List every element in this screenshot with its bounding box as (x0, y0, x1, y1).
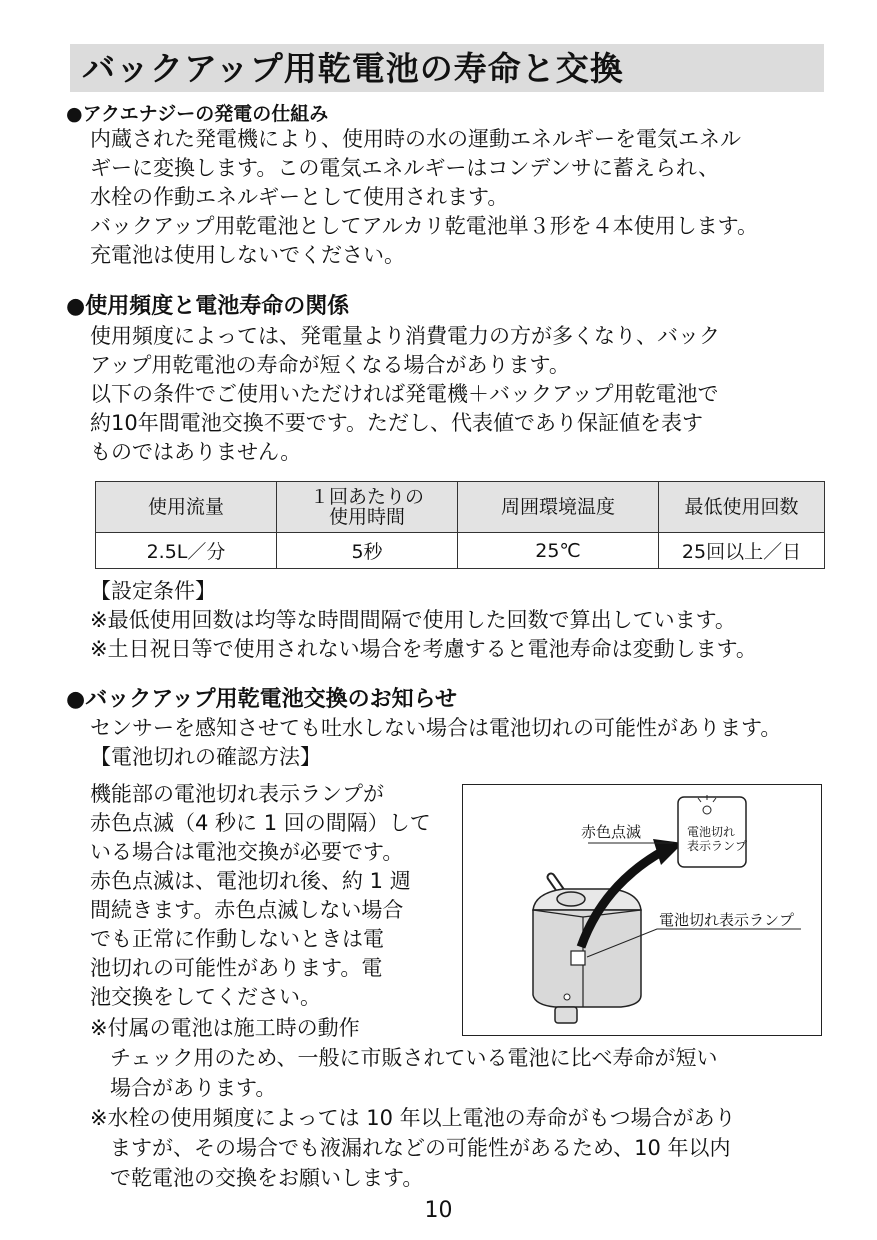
page-title: バックアップ用乾電池の寿命と交換 (82, 49, 624, 88)
text-line: で乾電池の交換をお願いします。 (110, 1166, 424, 1190)
mechanism-paragraph (90, 125, 758, 270)
header-flow: 使用流量 (96, 482, 277, 533)
text-line: でも正常に作動しないときは電 (90, 927, 384, 951)
text-line: 間続きます。赤色点滅しない場合 (90, 898, 404, 922)
lamp-label (687, 825, 747, 853)
setting-conditions (90, 577, 757, 664)
battery-life-paragraph (90, 322, 720, 467)
header-time-line1: １回あたりの (309, 486, 424, 508)
cell-temperature: 25℃ (458, 533, 659, 569)
subheading: 【電池切れの確認方法】 (90, 745, 321, 769)
header-time (277, 482, 458, 533)
lamp-label-line1: 電池切れ (687, 825, 736, 839)
text-line: チェック用のため、一般に市販されている電池に比べ寿命が短い (110, 1046, 718, 1070)
cell-time: 5秒 (277, 533, 458, 569)
conditions-table (95, 481, 825, 569)
text-line: 場合があります。 (110, 1076, 277, 1100)
text-line: ギーに変換します。この電気エネルギーはコンデンサに蓄えられ、 (90, 156, 720, 180)
text-line: ※最低使用回数は均等な時間間隔で使用した回数で算出しています。 (90, 608, 736, 632)
text-line: バックアップ用乾電池としてアルカリ乾電池単３形を４本使用します。 (90, 214, 759, 238)
text-line: アップ用乾電池の寿命が短くなる場合があります。 (90, 353, 570, 377)
text-line: 池交換をしてください。 (90, 985, 321, 1009)
notes (90, 1013, 736, 1193)
header-min-uses: 最低使用回数 (659, 482, 825, 533)
battery-lamp-figure (462, 784, 822, 1036)
text-line: 機能部の電池切れ表示ランプが (90, 782, 384, 806)
table-header-row (96, 482, 825, 533)
text-line: 以下の条件でご使用いただければ発電機＋バックアップ用乾電池で (90, 382, 719, 406)
text-line: 水栓の作動エネルギーとして使用されます。 (90, 185, 509, 209)
text-line: センサーを感知させても吐水しない場合は電池切れの可能性があります。 (90, 716, 782, 740)
text-line: 内蔵された発電機により、使用時の水の運動エネルギーを電気エネル (90, 127, 741, 151)
section-heading-replacement: ●バックアップ用乾電池交換のお知らせ (66, 687, 457, 712)
text-line: ※水栓の使用頻度によっては 10 年以上電池の寿命がもつ場合があり (90, 1106, 736, 1130)
text-line: ものではありません。 (90, 440, 302, 464)
text-line: ※土日祝日等で使用されない場合を考慮すると電池寿命は変動します。 (90, 637, 757, 661)
text-line: 充電池は使用しないでください。 (90, 243, 405, 267)
lamp-label-line2: 表示ランプ (687, 839, 748, 853)
page-number: 10 (424, 1198, 453, 1223)
text-line: 赤色点滅は、電池切れ後、約 1 週 (90, 869, 411, 893)
text-line: 池切れの可能性があります。電 (90, 956, 383, 980)
header-temperature: 周囲環境温度 (458, 482, 659, 533)
text-line: いる場合は電池交換が必要です。 (90, 840, 404, 864)
text-line: ※付属の電池は施工時の動作 (90, 1016, 360, 1040)
section-heading-mechanism: ●アクエナジーの発電の仕組み (66, 103, 329, 125)
cell-min-uses: 25回以上／日 (659, 533, 825, 569)
lamp-callout-label: 電池切れ表示ランプ (659, 911, 795, 929)
text-line: ますが、その場合でも液漏れなどの可能性があるため、10 年以内 (110, 1136, 731, 1160)
table-row (96, 533, 825, 569)
text-line: 【設定条件】 (90, 579, 216, 603)
blink-label: 赤色点滅 (581, 823, 642, 841)
text-line: 赤色点滅（4 秒に 1 回の間隔）して (90, 811, 431, 835)
check-method-text (90, 780, 431, 1012)
cell-flow: 2.5L／分 (96, 533, 277, 569)
text-line: 使用頻度によっては、発電量より消費電力の方が多くなり、バック (90, 324, 720, 348)
text-line: 約10年間電池交換不要です。ただし、代表値であり保証値を表す (90, 411, 704, 435)
header-time-line2: 使用時間 (328, 506, 405, 528)
replacement-intro (90, 714, 781, 772)
section-heading-battery-life: ●使用頻度と電池寿命の関係 (66, 294, 350, 319)
